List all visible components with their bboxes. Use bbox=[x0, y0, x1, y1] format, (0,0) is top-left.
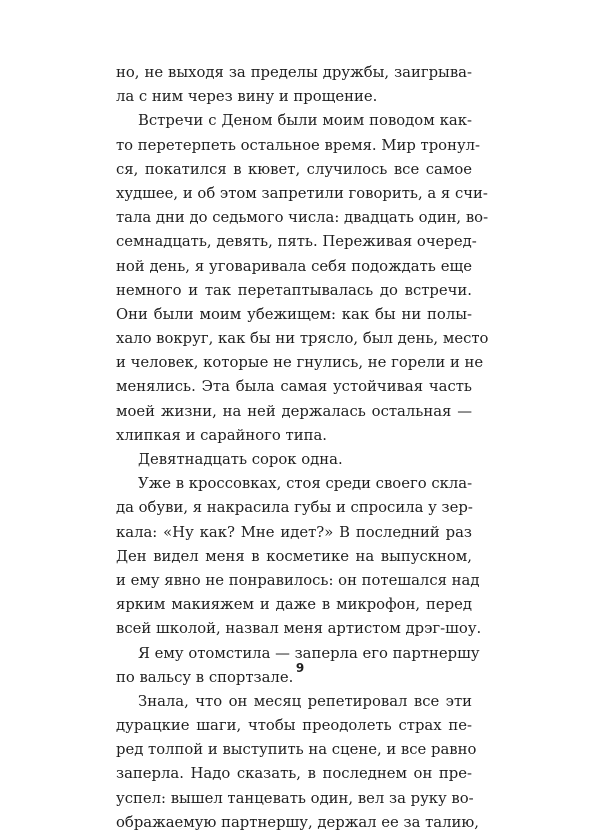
text-line: успел: вышел танцевать один, вел за руку во- bbox=[116, 789, 474, 807]
text-line: Они были моим убежищем: как бы ни полы- bbox=[116, 305, 472, 323]
text-line: ярким макияжем и даже в микрофон, перед bbox=[116, 596, 472, 614]
text-line: ной день, я уговаривала себя подождать еще bbox=[116, 257, 472, 275]
text-line: да обуви, я накрасила губы и спросила у зер- bbox=[116, 499, 473, 517]
text-line: и человек, которые не гнулись, не горели и не bbox=[116, 354, 484, 372]
text-line: по вальсу в спортзале. bbox=[116, 668, 294, 686]
text-line: ла с ним через вину и прощение. bbox=[116, 88, 378, 106]
page-number: 9 bbox=[295, 661, 305, 675]
text-line: семнадцать, девять, пять. Переживая очеред- bbox=[116, 233, 477, 251]
text-line: всей школой, назвал меня артистом дрэг-шоу. bbox=[116, 620, 482, 638]
text-line: хлипкая и сарайного типа. bbox=[116, 426, 327, 444]
text-line: Встречи с Деном были моим поводом как- bbox=[138, 112, 472, 130]
text-line: ся, покатился в кювет, случилось все самое bbox=[116, 160, 472, 178]
text-line: но, не выходя за пределы дружбы, заигрыва- bbox=[116, 64, 472, 81]
text-line: ред толпой и выступить на сцене, и все равно bbox=[116, 741, 477, 759]
text-line: немного и так перетаптывалась до встречи. bbox=[116, 281, 472, 299]
body-text bbox=[116, 61, 489, 835]
text-line: тала дни до седьмого числа: двадцать один, во- bbox=[116, 209, 489, 227]
text-line: менялись. Эта была самая устойчивая часть bbox=[116, 378, 472, 396]
text-line: хало вокруг, как бы ни трясло, был день, место bbox=[116, 330, 489, 348]
text-line: ображаемую партнершу, держал ее за талию, bbox=[116, 813, 479, 831]
text-line: и ему явно не понравилось: он потешался над bbox=[116, 571, 480, 589]
text-line: Я ему отомстила — заперла его партнершу bbox=[138, 644, 480, 662]
text-line: заперла. Надо сказать, в последнем он пре- bbox=[116, 765, 472, 783]
text-line: Ден видел меня в косметике на выпускном, bbox=[116, 547, 472, 565]
text-line: Уже в кроссовках, стоя среди своего скла- bbox=[138, 475, 473, 493]
text-line: Знала, что он месяц репетировал все эти bbox=[138, 692, 472, 710]
text-line: моей жизни, на ней держалась остальная — bbox=[116, 402, 472, 420]
text-line: то перетерпеть остальное время. Мир тронул- bbox=[116, 136, 481, 154]
text-line: дурацкие шаги, чтобы преодолеть страх пе- bbox=[116, 717, 472, 735]
text-line: кала: «Ну как? Мне идет?» В последний раз bbox=[116, 523, 472, 541]
text-line: Девятнадцать сорок одна. bbox=[138, 451, 343, 468]
text-line: худшее, и об этом запретили говорить, а я счи- bbox=[116, 184, 488, 202]
